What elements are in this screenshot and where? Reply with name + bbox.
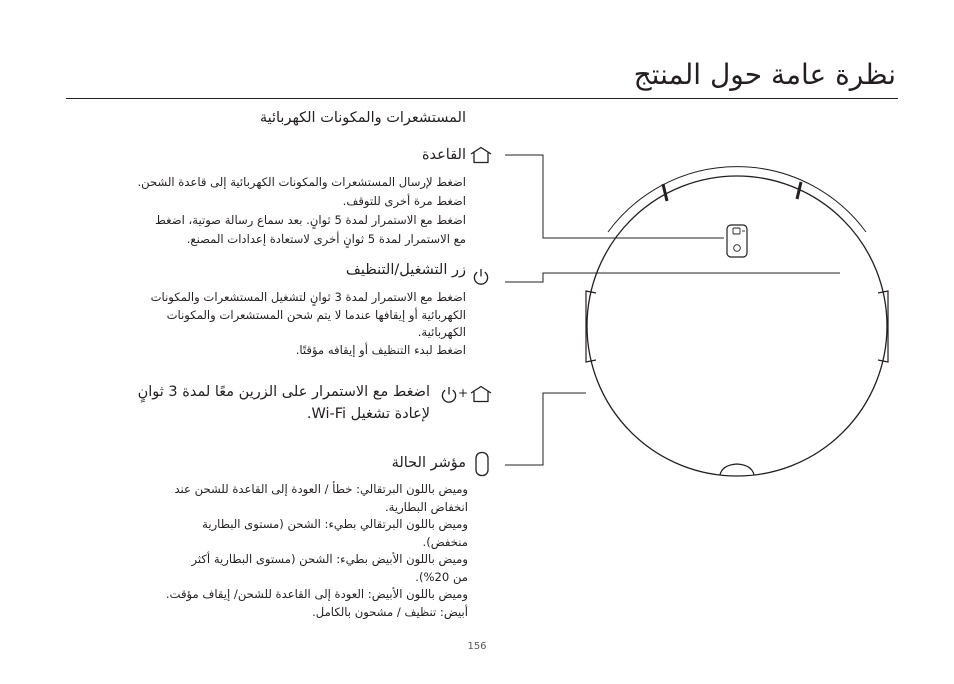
status-line-6: من 20%). xyxy=(415,569,468,584)
button-panel xyxy=(727,225,747,257)
robot-outer-shell xyxy=(587,176,887,476)
page-title: نظرة عامة حول المنتج xyxy=(633,58,896,91)
power-heading: زر التشغيل/التنظيف xyxy=(345,262,466,278)
status-line-1: وميض باللون البرتقالي: خطأ / العودة إلى القاعدة للشحن عند xyxy=(174,482,468,496)
power-line-2: الكهربائية أو إيقافها عندما لا يتم شحن المستشعرات والمكونات xyxy=(166,307,466,322)
dock-line-3: اضغط مع الاستمرار لمدة 5 ثوانٍ. بعد سماع رسالة صوتية، اضغط xyxy=(155,213,466,227)
panel-power-button xyxy=(734,245,741,252)
dock-line-4: مع الاستمرار لمدة 5 ثوانٍ أخرى لاستعادة إعدادات المصنع. xyxy=(186,232,466,246)
status-heading: مؤشر الحالة xyxy=(391,455,466,471)
status-line-7: وميض باللون الأبيض: العودة إلى القاعدة للشحن/ إيقاف مؤقت. xyxy=(165,587,468,601)
side-brush-right xyxy=(797,182,801,199)
callout-line-power xyxy=(505,273,840,282)
status-line-2: انخفاض البطارية. xyxy=(384,499,468,514)
status-line-4: منخفض). xyxy=(422,534,468,549)
page-number: 156 xyxy=(467,641,487,652)
section-subtitle: المستشعرات والمكونات الكهربائية xyxy=(259,110,466,126)
side-brush-left xyxy=(663,184,667,201)
callout-line-status xyxy=(505,393,586,465)
wifi-line-1: اضغط مع الاستمرار على الزرين معًا لمدة 3 ثوانٍ xyxy=(137,384,430,400)
dock-line-2: اضغط مرة أخرى للتوقف. xyxy=(342,194,466,208)
power-line-4: اضغط لبدء التنظيف أو إيقافه مؤقتًا. xyxy=(295,342,466,357)
panel-dock-button xyxy=(733,228,740,234)
dock-line-1: اضغط لإرسال المستشعرات والمكونات الكهربائية إلى قاعدة الشحن. xyxy=(137,175,466,189)
power-line-3: الكهربائية. xyxy=(417,325,466,339)
wifi-line-2: لإعادة تشغيل Wi-Fi. xyxy=(306,406,430,422)
status-line-3: وميض باللون البرتقالي بطيء: الشحن (مستوى البطارية xyxy=(202,517,468,531)
dock-heading: القاعدة xyxy=(421,147,466,163)
combo-plus: + xyxy=(458,386,469,400)
rear-bump xyxy=(720,464,754,475)
callout-line-dock xyxy=(505,155,724,238)
status-line-5: وميض باللون الأبيض بطيء: الشحن (مستوى البطارية أكثر xyxy=(191,552,468,566)
power-line-1: اضغط مع الاستمرار لمدة 3 ثوانٍ لتشغيل المستشعرات والمكونات xyxy=(150,290,466,304)
status-line-8: أبيض: تنظيف / مشحون بالكامل. xyxy=(312,604,468,619)
